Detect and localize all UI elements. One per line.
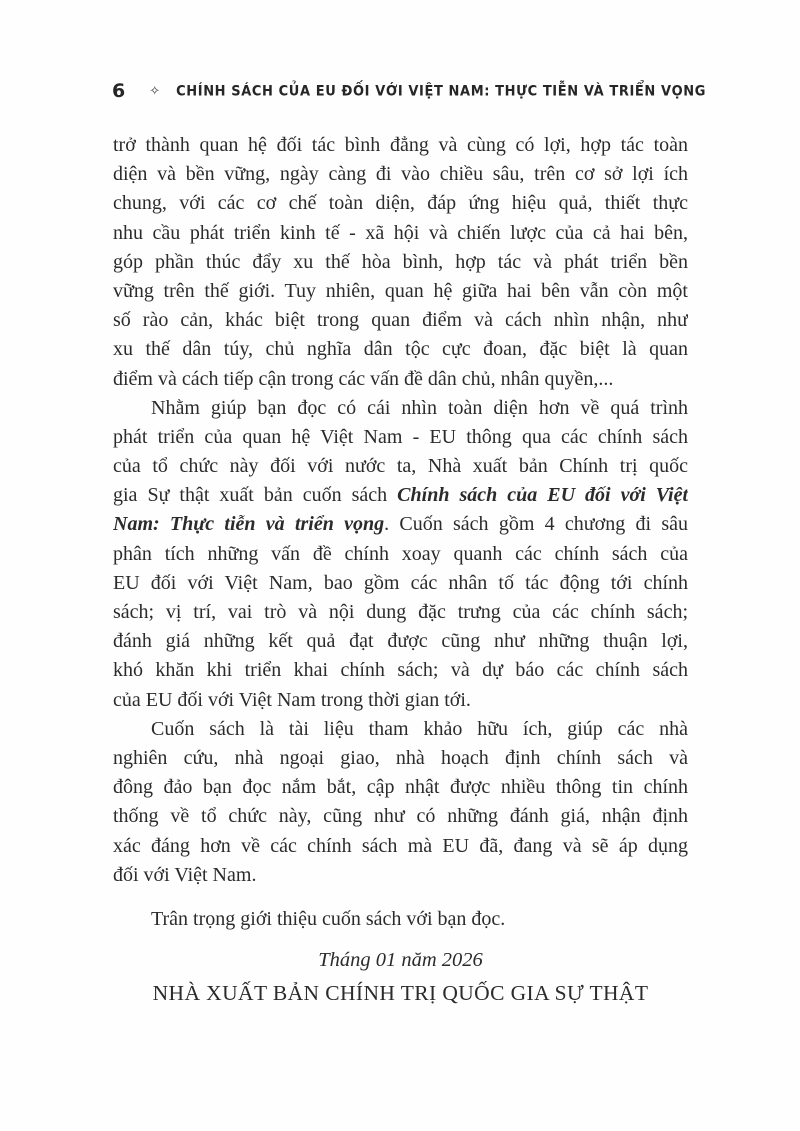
paragraph-2-last-line: của EU đối với Việt Nam trong thời gian tới. [113,688,471,711]
paragraph-1-line: vững trên thế giới. Tuy nhiên, quan hệ giữa hai bên vẫn còn một [113,279,688,302]
paragraph-1-line: xu thế dân túy, chủ nghĩa dân tộc cực đoan, đặc biệt là quan [113,338,688,361]
paragraph-1-line: nhu cầu phát triển kinh tế - xã hội và chiến lược của cả hai bên, [113,221,688,244]
paragraph-2-line: của tổ chức này đối với nước ta, Nhà xuất bản Chính trị quốc [113,455,688,478]
closing-sentence: Trân trọng giới thiệu cuốn sách với bạn đọc. [151,907,506,930]
running-header [112,80,707,102]
paragraph-2-line: phân tích những vấn đề chính xoay quanh các chính sách của [113,542,688,565]
paragraph-1-last-line: điểm và cách tiếp cận trong các vấn đề dân chủ, nhân quyền,... [113,367,614,390]
paragraph-1-line: số rào cản, khác biệt trong quan điểm và cách nhìn nhận, như [113,309,688,332]
paragraph-2-line: sách; vị trí, vai trò và nội dung đặc trưng của các chính sách; [113,601,688,623]
paragraph-1-line: diện và bền vững, ngày càng đi vào chiều sâu, trên cơ sở lợi ích [113,163,688,186]
paragraph-3-line: Cuốn sách là tài liệu tham khảo hữu ích, giúp các nhà [151,717,688,740]
paragraph-2-line-with-book-title [113,481,688,510]
book-title-bold-italic: Nam: Thực tiễn và triển vọng [113,513,385,536]
body-text [113,131,688,1011]
paragraph-2-line: khó khăn khi triển khai chính sách; và dự báo các chính sách [113,659,688,682]
paragraph-3-line: thống về tổ chức này, cũng như có những đánh giá, nhận định [113,805,688,828]
paragraph-1-line: góp phần thúc đẩy xu thế hòa bình, hợp tác và phát triển bền [113,250,688,273]
paragraph-3-line: xác đáng hơn về các chính sách mà EU đã, đang và sẽ áp dụng [113,834,688,857]
paragraph-3-line: nghiên cứu, nhà ngoại giao, nhà hoạch định chính sách và [113,746,688,769]
paragraph-1-line: trở thành quan hệ đối tác bình đẳng và cùng có lợi, hợp tác toàn [113,134,688,156]
date-line: Tháng 01 năm 2026 [318,949,483,972]
page-number: 6 [112,80,126,102]
running-title: CHÍNH SÁCH CỦA EU ĐỐI VỚI VIỆT NAM: THỰC TIỄN VÀ TRIỂN VỌNG [176,82,707,100]
book-title-bold-italic: Chính sách của EU đối với Việt [397,484,688,507]
paragraph-2-line: Nhằm giúp bạn đọc có cái nhìn toàn diện hơn về quá trình [151,396,688,419]
paragraph-2-line: đánh giá những kết quả đạt được cũng như những thuận lợi, [113,630,688,653]
paragraph-3-last-line: đối với Việt Nam. [113,863,257,886]
paragraph-2-line: phát triển của quan hệ Việt Nam - EU thông qua các chính sách [113,425,688,448]
paragraph-1-line: chung, với các cơ chế toàn diện, đáp ứng hiệu quả, thiết thực [113,192,688,215]
publisher-name: NHÀ XUẤT BẢN CHÍNH TRỊ QUỐC GIA SỰ THẬT [152,981,649,1006]
text-regular: gia Sự thật xuất bản cuốn sách [113,484,398,507]
text-regular: . Cuốn sách gồm 4 chương đi sâu [384,513,688,536]
paragraph-3-line: đông đảo bạn đọc nắm bắt, cập nhật được nhiều thông tin chính [113,776,688,799]
paragraph-2-line: EU đối với Việt Nam, bao gồm các nhân tố tác động tới chính [113,571,688,594]
paragraph-2-line-with-book-title [113,510,688,539]
star-ornament-icon: ✧ [149,83,161,99]
